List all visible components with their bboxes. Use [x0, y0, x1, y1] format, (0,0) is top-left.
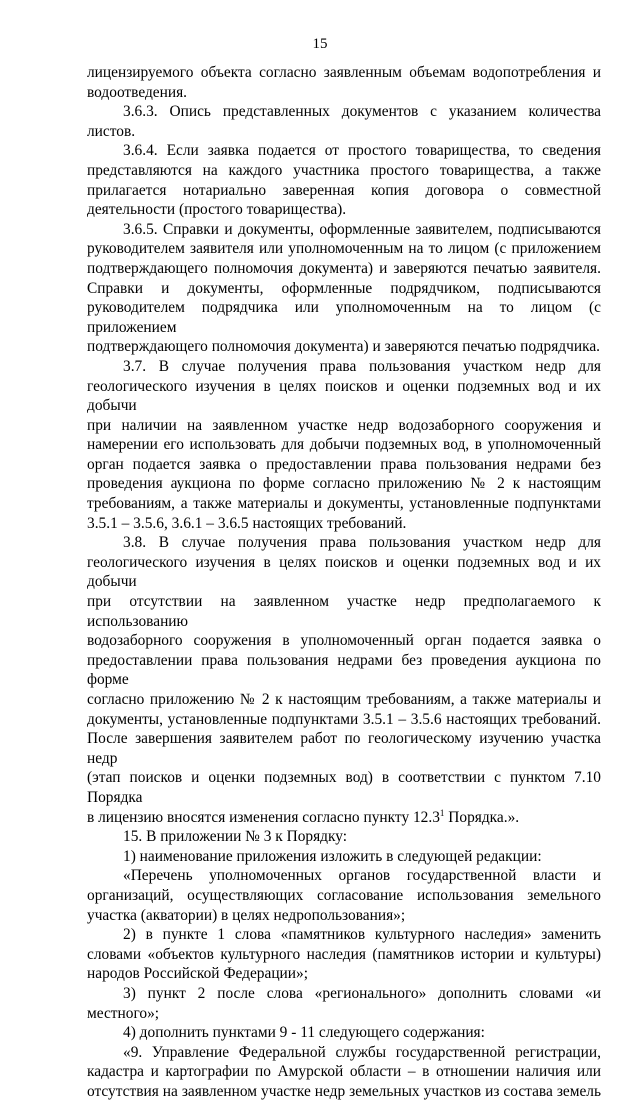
text-line — [87, 690, 601, 710]
text-line-content: 3.6.4. Если заявка подается от простого товарищества, то сведения — [123, 142, 601, 160]
text-line — [87, 220, 601, 240]
text-line — [87, 1062, 601, 1082]
text-line-content: «9. Управление Федеральной службы государственной регистрации, — [123, 1043, 601, 1061]
text-line-content: 3.5.1 – 3.5.6, 3.6.1 – 3.6.5 настоящих требований. — [87, 514, 407, 532]
text-line — [87, 533, 601, 553]
text-line-content: проведения аукциона по форме согласно приложению № 2 к настоящим — [87, 475, 601, 493]
text-line-tail: Порядка.». — [444, 808, 520, 826]
text-line — [87, 768, 601, 807]
text-line — [87, 1082, 601, 1101]
text-line — [87, 474, 601, 494]
text-line-content: деятельности (простого товарищества). — [87, 201, 347, 219]
text-line-content: руководителем подрядчика или уполномоченным на то лицом (с приложением — [87, 299, 601, 336]
text-line-content: «Перечень уполномоченных органов государственной власти и — [123, 867, 601, 885]
text-line — [87, 906, 601, 926]
text-line — [87, 886, 601, 906]
text-line — [87, 984, 601, 1004]
text-line — [87, 83, 601, 103]
text-line-content: намерении его использовать для добычи подземных вод, в уполномоченный — [87, 436, 601, 454]
text-line-content: местного»; — [87, 1004, 160, 1022]
text-line — [87, 200, 601, 220]
text-line — [87, 710, 601, 730]
text-line — [87, 279, 601, 299]
text-line — [87, 1023, 601, 1043]
text-line-content: организаций, осуществляющих согласование использования земельного — [87, 886, 601, 904]
text-line-content: 3) пункт 2 после слова «регионального» дополнить словами «и — [123, 984, 601, 1002]
text-line — [87, 945, 601, 965]
text-line-content: геологического изучения в целях поисков и оценки подземных вод и их добычи — [87, 553, 601, 591]
text-line-content: 3.7. В случае получения права пользования участком недр для — [123, 357, 601, 375]
text-line-content: лицензируемого объекта согласно заявленным объемам водопотребления и — [87, 64, 601, 81]
text-line-content: 2) в пункте 1 слова «памятников культурного наследия» заменить — [123, 926, 601, 944]
text-line — [87, 239, 601, 259]
text-line — [87, 377, 601, 416]
text-line-content: отсутствия на заявленном участке недр земельных участков из состава земель — [87, 1082, 601, 1100]
text-line — [87, 298, 601, 337]
text-line-content: водоотведения. — [87, 83, 188, 101]
text-line — [87, 259, 601, 279]
text-line — [87, 592, 601, 631]
text-line-content: требованиям, а также материалы и документы, установленные подпунктами — [87, 495, 601, 513]
text-line — [87, 631, 601, 651]
text-line-content: 1) наименование приложения изложить в следующей редакции: — [123, 847, 542, 865]
text-line — [87, 63, 601, 83]
document-body — [87, 63, 601, 1101]
text-line-content: 3.6.5. Справки и документы, оформленные заявителем, подписываются — [123, 220, 601, 238]
text-line — [87, 141, 601, 161]
text-line-content: (этап поисков и оценки подземных вод) в соответствии с пунктом 7.10 Порядка — [87, 769, 601, 806]
text-line-content: в лицензию вносятся изменения согласно пункту 12.3 — [87, 808, 440, 826]
text-line-content: при наличии на заявленном участке недр водозаборного сооружения и — [87, 416, 601, 434]
text-line — [87, 866, 601, 886]
text-line-content: подтверждающего полномочия документа) и заверяются печатью подрядчика. — [87, 338, 600, 356]
text-line — [87, 102, 601, 141]
text-line-content: прилагается нотариально заверенная копия договора о совместной — [87, 181, 601, 199]
text-line-content: 3.8. В случае получения права пользования участком недр для — [123, 534, 601, 552]
text-line — [87, 729, 601, 768]
text-line-content: при отсутствии на заявленном участке недр предполагаемого к использованию — [87, 593, 601, 630]
text-line — [87, 416, 601, 436]
text-line — [87, 847, 601, 867]
text-line-content: орган подается заявка о предоставлении права пользования недрами без — [87, 455, 601, 473]
text-line — [87, 181, 601, 201]
text-line-content: подтверждающего полномочия документа) и заверяются печатью заявителя. — [87, 259, 601, 277]
text-line — [87, 553, 601, 592]
text-line — [87, 651, 601, 690]
text-line — [87, 808, 601, 828]
text-line-content: народов Российской Федерации»; — [87, 965, 309, 983]
superscript: 1 — [439, 807, 445, 818]
text-line-content: кадастра и картографии по Амурской области – в отношении наличия или — [87, 1063, 601, 1081]
text-line-content: 3.6.3. Опись представленных документов с указанием количества листов. — [87, 103, 601, 140]
text-line — [87, 925, 601, 945]
text-line — [87, 337, 601, 357]
text-line — [87, 1043, 601, 1063]
text-line — [87, 514, 601, 534]
text-line — [87, 435, 601, 455]
text-line-content: представляются на каждого участника простого товарищества, а также — [87, 161, 601, 179]
text-line-content: словами «объектов культурного наследия (памятников истории и культуры) — [87, 945, 601, 963]
text-line — [87, 357, 601, 377]
text-line-content: Справки и документы, оформленные подрядчиком, подписываются — [87, 279, 601, 297]
text-line-content: документы, установленные подпунктами 3.5.1 – 3.5.6 настоящих требований. — [87, 710, 601, 728]
text-line-content: 4) дополнить пунктами 9 - 11 следующего содержания: — [123, 1024, 485, 1042]
text-line-content: водозаборного сооружения в уполномоченный орган подается заявка о — [87, 632, 601, 650]
page-number: 15 — [312, 36, 328, 52]
text-line — [87, 494, 601, 514]
text-line-content: согласно приложению № 2 к настоящим требованиям, а также материалы и — [87, 691, 601, 708]
text-line-content: руководителем заявителя или уполномоченным на то лицом (с приложением — [87, 240, 601, 258]
text-line — [87, 827, 601, 847]
text-line — [87, 455, 601, 475]
text-line-content: предоставлении права пользования недрами без проведения аукциона по форме — [87, 651, 601, 689]
text-line — [87, 964, 601, 984]
text-line-content: После завершения заявителем работ по геологическому изучению участка недр — [87, 730, 601, 767]
text-line-content: участка (акватории) в целях недропользования»; — [87, 906, 406, 924]
text-line — [87, 161, 601, 181]
text-line-content: геологического изучения в целях поисков и оценки подземных вод и их добычи — [87, 377, 601, 415]
text-line — [87, 1004, 601, 1024]
text-line-content: 15. В приложении № 3 к Порядку: — [123, 828, 348, 846]
